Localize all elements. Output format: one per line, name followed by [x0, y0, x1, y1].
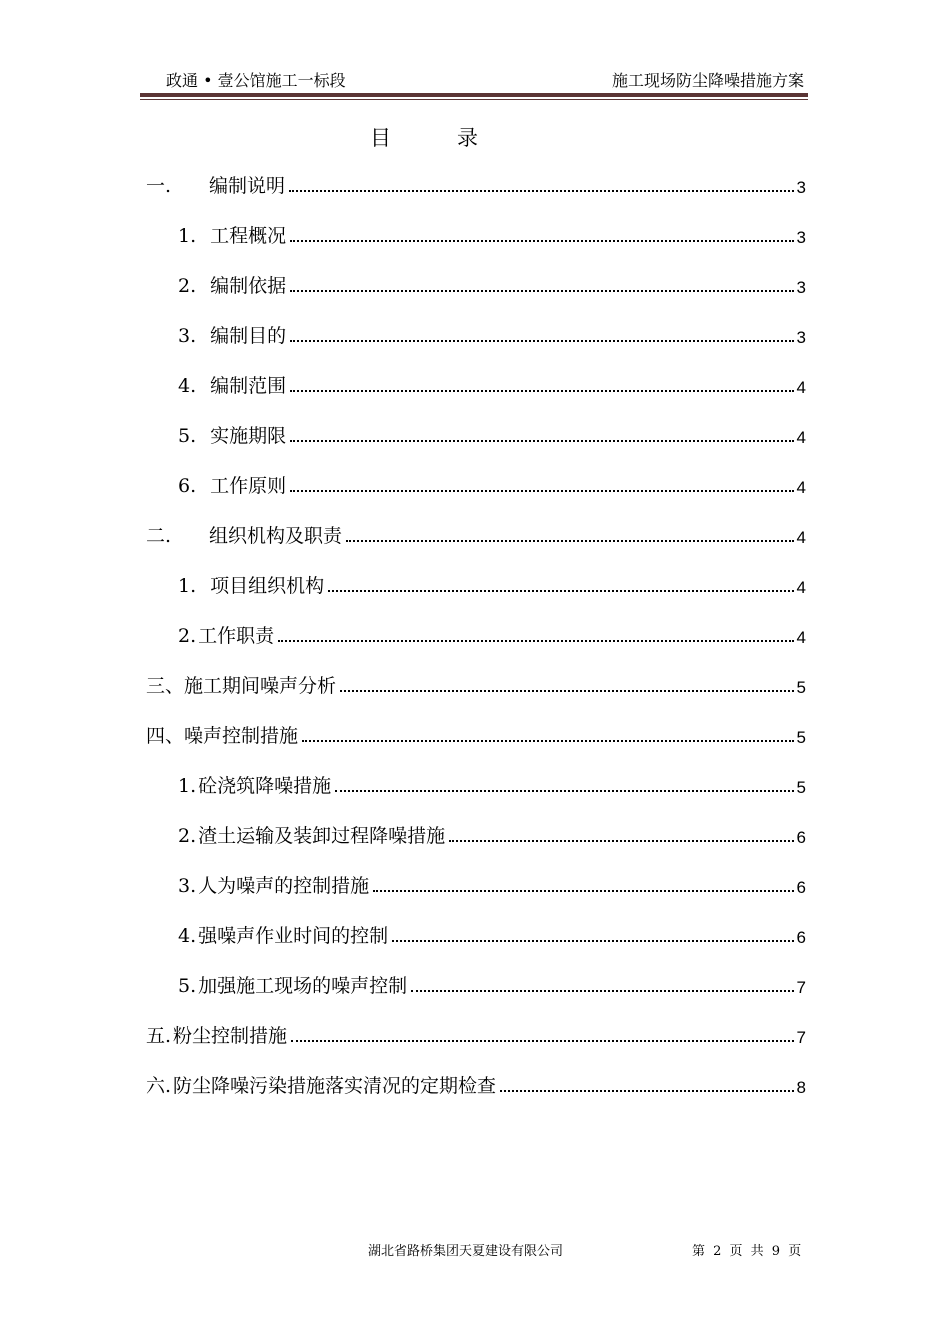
- toc-entry-page: 4: [796, 378, 806, 397]
- toc-entry[interactable]: [146, 368, 806, 398]
- toc-leader-dots: [290, 339, 793, 342]
- toc-entry-number: 1.: [178, 225, 197, 247]
- toc-entry-text: 加强施工现场的噪声控制: [198, 975, 408, 997]
- toc-leader-dots: [335, 789, 793, 792]
- toc-entry-text: 防尘降噪污染措施落实清况的定期检查: [173, 1075, 497, 1097]
- toc-entry-page: 3: [796, 328, 806, 347]
- toc-entry-text: 砼浇筑降噪措施: [198, 775, 332, 797]
- toc-entry[interactable]: [146, 518, 806, 548]
- toc-entry[interactable]: [146, 718, 806, 748]
- header-project-name: 政通 • 壹公馆施工一标段: [166, 71, 346, 90]
- toc-entry-number: 3.: [178, 325, 197, 347]
- toc-entry-number: 一.: [146, 175, 172, 197]
- toc-entry-text: 人为噪声的控制措施: [198, 875, 370, 897]
- toc-entry-number: 二.: [146, 525, 172, 547]
- toc-leader-dots: [411, 989, 793, 992]
- toc-leader-dots: [302, 739, 794, 742]
- toc-leader-dots: [278, 639, 793, 642]
- toc-entry-text: 实施期限: [210, 425, 287, 447]
- toc-entry-text: 工程概况: [210, 225, 287, 247]
- toc-entry-text: 编制说明: [209, 175, 286, 197]
- toc-entry-number: 1.: [178, 775, 197, 797]
- toc-entry-number: 5.: [178, 975, 197, 997]
- toc-entry-text: 粉尘控制措施: [173, 1025, 288, 1047]
- toc-entry-text: 工作原则: [210, 475, 287, 497]
- toc-entry-text: 项目组织机构: [210, 575, 325, 597]
- toc-leader-dots: [449, 839, 793, 842]
- toc-entry[interactable]: [146, 268, 806, 298]
- toc-leader-dots: [328, 589, 793, 592]
- toc-entry-text: 强噪声作业时间的控制: [198, 925, 389, 947]
- toc-entry-number: 2.: [178, 825, 197, 847]
- toc-entry[interactable]: [146, 318, 806, 348]
- toc-entry-page: 4: [796, 578, 806, 597]
- toc-leader-dots: [290, 489, 793, 492]
- toc-entry-number: 2.: [178, 625, 197, 647]
- toc-entry-number: 4.: [178, 925, 197, 947]
- toc-entry[interactable]: [146, 1068, 806, 1098]
- toc-entry-number: 5.: [178, 425, 197, 447]
- toc-entry-page: 4: [796, 628, 806, 647]
- toc-title-char-1: 目: [370, 126, 391, 150]
- toc-entry[interactable]: [146, 918, 806, 948]
- toc-entry-page: 8: [796, 1078, 806, 1097]
- toc-leader-dots: [340, 689, 794, 692]
- toc-entry[interactable]: [146, 618, 806, 648]
- toc-entry-page: 4: [796, 428, 806, 447]
- toc-leader-dots: [346, 539, 793, 542]
- toc-entry-page: 7: [796, 1028, 806, 1047]
- toc-entry[interactable]: [146, 1018, 806, 1048]
- toc-entry-number: 6.: [178, 475, 197, 497]
- toc-entry[interactable]: [146, 768, 806, 798]
- toc-entry-page: 5: [796, 678, 806, 697]
- toc-entry-number: 四、: [146, 725, 185, 747]
- toc-leader-dots: [373, 889, 793, 892]
- toc-entry[interactable]: [146, 818, 806, 848]
- footer-company-name: 湖北省路桥集团天夏建设有限公司: [368, 1244, 564, 1259]
- toc-entry-text: 渣土运输及装卸过程降噪措施: [198, 825, 446, 847]
- toc-entry-page: 6: [796, 878, 806, 897]
- toc-entry-number: 3.: [178, 875, 197, 897]
- toc-entry-page: 4: [796, 528, 806, 547]
- toc-entry[interactable]: [146, 418, 806, 448]
- toc-entry-page: 3: [796, 178, 806, 197]
- toc-entry[interactable]: [146, 868, 806, 898]
- toc-entry[interactable]: [146, 468, 806, 498]
- toc-entry-text: 编制范围: [210, 375, 287, 397]
- toc-entry[interactable]: [146, 668, 806, 698]
- toc-leader-dots: [392, 939, 793, 942]
- toc-entry[interactable]: [146, 218, 806, 248]
- toc-entry-page: 7: [796, 978, 806, 997]
- toc-entry-number: 1.: [178, 575, 197, 597]
- toc-title-char-2: 录: [457, 126, 478, 150]
- toc-entry-page: 5: [796, 728, 806, 747]
- toc-leader-dots: [289, 189, 793, 192]
- toc-title: [370, 122, 478, 152]
- toc-leader-dots: [291, 1039, 793, 1042]
- toc-entry-page: 5: [796, 778, 806, 797]
- header-rule-thin: [140, 99, 808, 100]
- toc-entry-number: 五.: [146, 1025, 172, 1047]
- toc-entry-page: 6: [796, 928, 806, 947]
- toc-entry-number: 4.: [178, 375, 197, 397]
- header-rule: [140, 93, 808, 97]
- header-document-title: 施工现场防尘降噪措施方案: [611, 71, 804, 90]
- toc-leader-dots: [500, 1089, 793, 1092]
- toc-leader-dots: [290, 289, 793, 292]
- toc-leader-dots: [290, 439, 793, 442]
- toc-entry-text: 噪声控制措施: [184, 725, 299, 747]
- toc-entry[interactable]: [146, 568, 806, 598]
- toc-entry-page: 3: [796, 278, 806, 297]
- toc-entry-text: 编制依据: [210, 275, 287, 297]
- toc-entry-text: 组织机构及职责: [209, 525, 343, 547]
- toc-leader-dots: [290, 389, 793, 392]
- toc-entry-page: 4: [796, 478, 806, 497]
- toc-entry-number: 2.: [178, 275, 197, 297]
- toc-entry[interactable]: [146, 168, 806, 198]
- toc-entry-text: 施工期间噪声分析: [184, 675, 337, 697]
- toc-entry-page: 6: [796, 828, 806, 847]
- toc-entry-number: 三、: [146, 675, 185, 697]
- toc-entry-text: 编制目的: [210, 325, 287, 347]
- footer-page-number: 第 2 页 共 9 页: [692, 1244, 802, 1259]
- toc-entry-number: 六.: [146, 1075, 172, 1097]
- toc-entry-page: 3: [796, 228, 806, 247]
- toc-entry-text: 工作职责: [198, 625, 275, 647]
- page-header: [140, 62, 808, 100]
- toc-entry[interactable]: [146, 968, 806, 998]
- toc-leader-dots: [290, 239, 793, 242]
